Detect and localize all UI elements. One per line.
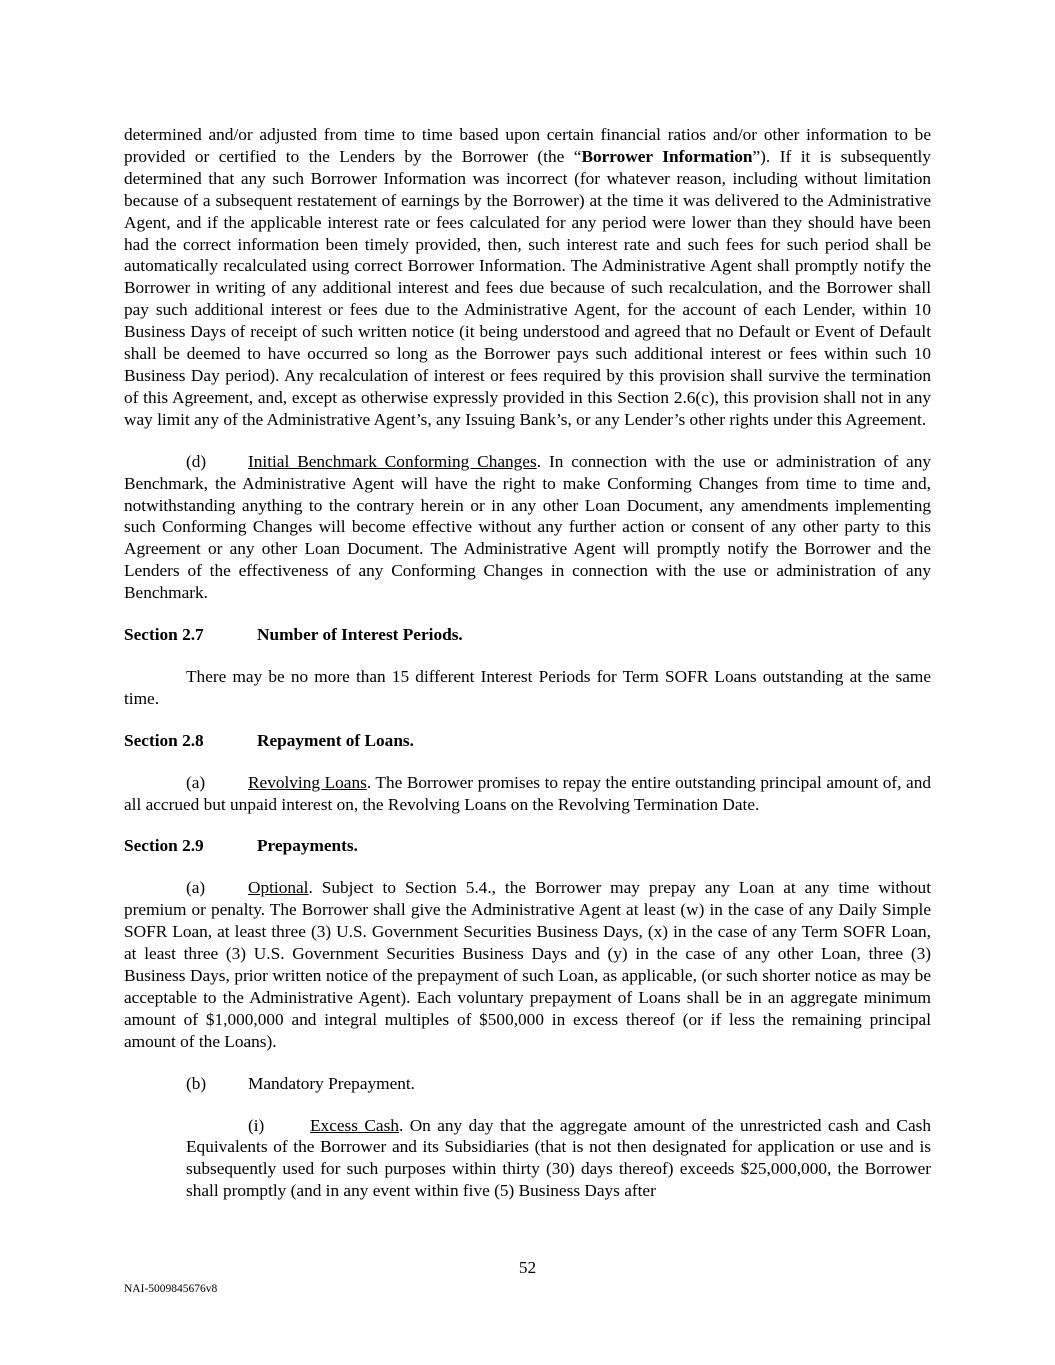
- section-2-8-heading: Section 2.8 Repayment of Loans.: [124, 730, 414, 750]
- revolving-loans-title: Revolving Loans: [248, 772, 367, 792]
- paragraph-c-continued: determined and/or adjusted from time to time based upon certain financial ratios and/or other information to be provided or certified to the Lenders by the Borrower (the “Borrower Information”). If it is subsequently determined that any such Borrower Information was incorrect (for whatever reason, including without limitation because of a subsequent restatement of earnings by the Borrower) at the time it was delivered to the Administrative Agent, and if the applicable interest rate or fees calculated for any period were lower than they should have been had the correct information been timely provided, then, such interest rate and such fees for such period shall be automatically recalculated using correct Borrower Information. The Administrative Agent shall promptly notify the Borrower in writing of any additional interest and fees due because of such recalculation, and the Borrower shall pay such additional interest or fees due to the Administrative Agent, for the account of each Lender, within 10 Business Days of receipt of such written notice (it being understood and agreed that no Default or Event of Default shall be deemed to have occurred so long as the Borrower pays such additional interest or fees within such 10 Business Day period). Any recalculation of interest or fees required by this provision shall survive the termination of this Agreement, and, except as otherwise expressly provided in this Section 2.6(c), this provision shall not in any way limit any of the Administrative Agent’s, any Issuing Bank’s, or any Lender’s other rights under this Agreement.: [124, 125, 931, 429]
- document-id: NAI-5009845676v8: [124, 1283, 218, 1295]
- borrower-information-term: Borrower Information: [581, 146, 753, 166]
- section-2-9-b: (b) Mandatory Prepayment.: [186, 1073, 416, 1093]
- section-2-7-heading: Section 2.7 Number of Interest Periods.: [124, 625, 463, 645]
- paragraph-d-label: (d): [186, 451, 207, 471]
- excess-cash-title: Excess Cash: [310, 1115, 399, 1135]
- section-2-9-heading: Section 2.9 Prepayments.: [124, 836, 358, 856]
- document-body: [124, 124, 931, 1202]
- section-2-8-a: (a) Revolving Loans. The Borrower promises to repay the entire outstanding principal amount of, and all accrued but unpaid interest on, the Revolving Loans on the Revolving Termination Date.: [124, 772, 931, 814]
- paragraph-d: (d) Initial Benchmark Conforming Changes. In connection with the use or administration of any Benchmark, the Administrative Agent will have the right to make Conforming Changes from time to time and, notwithstanding anything to the contrary herein or in any other Loan Document, any amendments implementing such Conforming Changes will become effective without any further action or consent of any other party to this Agreement or any other Loan Document. The Administrative Agent will promptly notify the Borrower and the Lenders of the effectiveness of any Conforming Changes in connection with the use or administration of any Benchmark.: [124, 451, 931, 603]
- section-2-9-a: (a) Optional. Subject to Section 5.4., the Borrower may prepay any Loan at any time without premium or penalty. The Borrower shall give the Administrative Agent at least (w) in the case of any Daily Simple SOFR Loan, at least three (3) U.S. Government Securities Business Days, (x) in the case of any Term SOFR Loan, at least three (3) U.S. Government Securities Business Days and (y) in the case of any other Loan, three (3) Business Days, prior written notice of the prepayment of such Loan, as applicable, (or such shorter notice as may be acceptable to the Administrative Agent). Each voluntary prepayment of Loans shall be in an aggregate minimum amount of $1,000,000 and integral multiples of $500,000 in excess thereof (or if less the remaining principal amount of the Loans).: [124, 878, 931, 1051]
- paragraph-d-title: Initial Benchmark Conforming Changes: [248, 451, 537, 471]
- section-2-9-b-i: (i) Excess Cash. On any day that the aggregate amount of the unrestricted cash and Cash Equivalents of the Borrower and its Subsidiaries (that is not then designated for application or use and is subsequently used for such purposes within thirty (30) days thereof) exceeds $25,000,000, the Borrower shall promptly (and in any event within five (5) Business Days after: [186, 1115, 931, 1201]
- section-2-7-body: There may be no more than 15 different Interest Periods for Term SOFR Loans outstanding at the same time.: [124, 666, 931, 708]
- optional-title: Optional: [248, 878, 309, 898]
- page-number: 52: [518, 1258, 537, 1277]
